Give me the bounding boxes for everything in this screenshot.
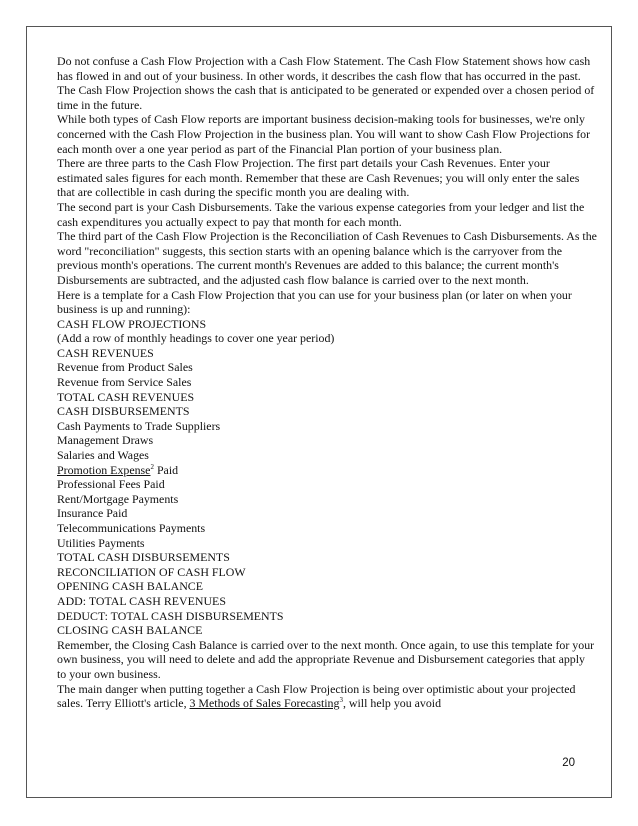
promotion-expense-rest: Paid (153, 462, 179, 477)
template-line: Utilities Payments (57, 535, 145, 550)
template-line: CASH FLOW PROJECTIONS (57, 316, 207, 331)
template-line: OPENING CASH BALANCE (57, 579, 203, 594)
template-line: Salaries and Wages (57, 448, 149, 463)
template-line: CLOSING CASH BALANCE (57, 623, 203, 638)
template-line: Insurance Paid (57, 506, 128, 521)
paragraph-three-parts: There are three parts to the Cash Flow Projection. The first part details your Cash Revenues. Enter your estimated sales figures for each month. Remember that these are Cash Revenues; you will only enter the sales that are collectible in cash during the specific month you are dealing with. (57, 156, 580, 200)
template-line: Telecommunications Payments (57, 521, 206, 535)
paragraph-reconciliation: The third part of the Cash Flow Projection is the Reconciliation of Cash Revenues to Cash Disbursements. As the word "reconciliation" suggests, this section starts with an opening balance which is the carryover from the previous month's operations. The current month's Revenues are added to this balance; the current month's Disbursements are subtracted, and the adjusted cash flow balance is carried over to the next month. (57, 229, 597, 287)
paragraph-main-danger (57, 682, 597, 711)
template-line: DEDUCT: TOTAL CASH DISBURSEMENTS (57, 608, 284, 623)
promotion-expense-line (57, 463, 597, 478)
paragraph-template-intro: Here is a template for a Cash Flow Projection that you can use for your business plan (or later on when your business is up and running): (57, 287, 572, 317)
footnote-ref-3: 3 (339, 696, 343, 705)
paragraph-closing-balance: Remember, the Closing Cash Balance is carried over to the next month. Once again, to use this template for your own business, you will need to delete and add the appropriate Revenue and Disbursement categories that apply to your own business. (57, 637, 595, 681)
template-line: Management Draws (57, 433, 154, 448)
page-content (57, 54, 597, 711)
sales-forecasting-link[interactable]: 3 Methods of Sales Forecasting (189, 696, 340, 711)
main-danger-text-end: , will help you avoid (342, 696, 442, 711)
template-line: CASH DISBURSEMENTS (57, 404, 190, 419)
template-line: Rent/Mortgage Payments (57, 491, 179, 506)
template-line: ADD: TOTAL CASH REVENUES (57, 593, 226, 608)
template-line: TOTAL CASH REVENUES (57, 389, 195, 404)
paragraph-cash-flow-vs-statement: Do not confuse a Cash Flow Projection with a Cash Flow Statement. The Cash Flow Statement shows how cash has flowed in and out of your business. In other words, it describes the cash flow that has occurred in the past. The Cash Flow Projection shows the cash that is anticipated to be generated or expended over a chosen period of time in the future. (57, 54, 595, 112)
promotion-expense-link[interactable]: Promotion Expense (57, 462, 151, 477)
template-line: Cash Payments to Trade Suppliers (57, 418, 221, 433)
template-line: (Add a row of monthly headings to cover one year period) (57, 331, 335, 346)
template-line: Revenue from Service Sales (57, 375, 192, 390)
template-line: Revenue from Product Sales (57, 360, 193, 375)
document-page (26, 26, 612, 798)
footnote-ref-2: 2 (150, 462, 154, 471)
main-danger-text: The main danger when putting together a Cash Flow Projection is being over optimistic about your projected sales. Terry Elliott's article, (57, 681, 576, 711)
paragraph-disbursements: The second part is your Cash Disbursements. Take the various expense categories from your ledger and list the cash expenditures you actually expect to pay that month for each month. (57, 199, 585, 229)
template-line: RECONCILIATION OF CASH FLOW (57, 564, 246, 579)
paragraph-projection-importance: While both types of Cash Flow reports are important business decision-making tools for businesses, we're only concerned with the Cash Flow Projection in the business plan. You will want to show Cash Flow Projections for each month over a one year period as part of the Financial Plan portion of your business plan. (57, 112, 591, 156)
page-number: 20 (562, 757, 575, 769)
template-line: TOTAL CASH DISBURSEMENTS (57, 550, 230, 565)
template-line: Professional Fees Paid (57, 477, 165, 492)
template-line: CASH REVENUES (57, 345, 154, 360)
